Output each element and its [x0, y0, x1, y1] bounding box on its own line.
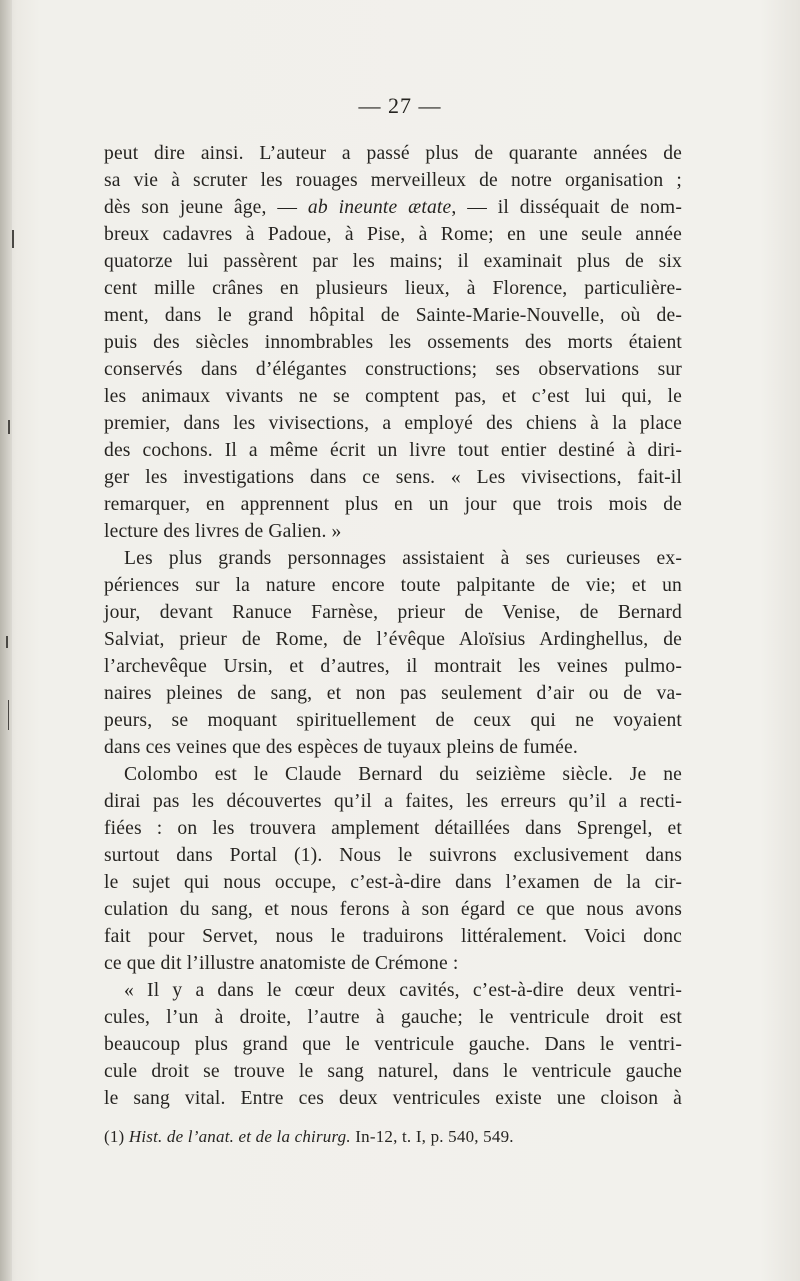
text-line: cules, l’un à droite, l’autre à gauche; le ventricule droit est: [104, 1007, 682, 1028]
text-line: lecture des livres de Galien. »: [104, 521, 342, 542]
text-line: culation du sang, et nous ferons à son égard ce que nous avons: [104, 899, 682, 920]
text-line: des cochons. Il a même écrit un livre tout entier destiné à diri-: [104, 440, 682, 461]
text-line: fiées : on les trouvera amplement détaillées dans Sprengel, et: [104, 818, 682, 839]
footnote: [104, 1127, 682, 1147]
text-line: « Il y a dans le cœur deux cavités, c’est-à-dire deux ventri-: [124, 980, 682, 1001]
text-line: ce que dit l’illustre anatomiste de Crémone :: [104, 953, 459, 974]
footnote-reference: In-12, t. I, p. 540, 549.: [350, 1127, 514, 1146]
text-line: peut dire ainsi. L’auteur a passé plus de quarante années de: [104, 143, 682, 164]
text-line: puis des siècles innombrables les ossements des morts étaient: [104, 332, 682, 353]
text-line: breux cadavres à Padoue, à Pise, à Rome; en une seule année: [104, 224, 682, 245]
margin-mark: [8, 420, 10, 434]
text-segment: dès son jeune âge, —: [104, 197, 308, 218]
text-line: l’archevêque Ursin, et d’autres, il montrait les veines pulmo-: [104, 656, 682, 677]
text-line: dans ces veines que des espèces de tuyaux pleins de fumée.: [104, 737, 578, 758]
text-line: sa vie à scruter les rouages merveilleux de notre organisation ;: [104, 170, 682, 191]
text-line: cent mille crânes en plusieurs lieux, à Florence, particulière-: [104, 278, 682, 299]
text-line: beaucoup plus grand que le ventricule gauche. Dans le ventri-: [104, 1034, 682, 1055]
text-line: peurs, se moquant spirituellement de ceux qui ne voyaient: [104, 710, 682, 731]
body-text: [104, 140, 682, 1112]
text-line: les animaux vivants ne se comptent pas, et c’est lui qui, le: [104, 386, 682, 407]
footnote-marker: (1): [104, 1127, 129, 1146]
text-line: Salviat, prieur de Rome, de l’évêque Aloïsius Ardinghellus, de: [104, 629, 682, 650]
text-line: ger les investigations dans ce sens. « Les vivisections, fait-il: [104, 467, 682, 488]
text-line: le sujet qui nous occupe, c’est-à-dire dans l’examen de la cir-: [104, 872, 682, 893]
text-line: périences sur la nature encore toute palpitante de vie; et un: [104, 575, 682, 596]
margin-mark: [6, 636, 8, 648]
text-line: cule droit se trouve le sang naturel, dans le ventricule gauche: [104, 1061, 682, 1082]
text-line: le sang vital. Entre ces deux ventricules existe une cloison à: [104, 1088, 682, 1109]
text-line: [104, 194, 682, 221]
text-line: fait pour Servet, nous le traduirons littéralement. Voici donc: [104, 926, 682, 947]
footnote-title: Hist. de l’anat. et de la chirurg.: [128, 1127, 351, 1146]
text-line: conservés dans d’élégantes constructions; ses observations sur: [104, 359, 682, 380]
margin-mark: [12, 230, 14, 248]
text-line: naires pleines de sang, et non pas seulement d’air ou de va-: [104, 683, 682, 704]
margin-mark: [8, 700, 9, 730]
text-segment: , — il disséquait de nom-: [451, 197, 682, 218]
page-number: — 27 —: [358, 93, 442, 118]
text-line: remarquer, en apprennent plus en un jour que trois mois de: [104, 494, 682, 515]
text-line: dirai pas les découvertes qu’il a faites, les erreurs qu’il a recti-: [104, 791, 682, 812]
text-line: Les plus grands personnages assistaient à ses curieuses ex-: [124, 548, 682, 569]
text-line: quatorze lui passèrent par les mains; il examinait plus de six: [104, 251, 682, 272]
text-line: ment, dans le grand hôpital de Sainte-Marie-Nouvelle, où de-: [104, 305, 682, 326]
text-line: premier, dans les vivisections, a employé des chiens à la place: [104, 413, 682, 434]
latin-phrase: ab ineunte ætate: [307, 197, 452, 218]
text-line: jour, devant Ranuce Farnèse, prieur de Venise, de Bernard: [104, 602, 682, 623]
text-line: surtout dans Portal (1). Nous le suivrons exclusivement dans: [104, 845, 682, 866]
text-line: Colombo est le Claude Bernard du seizième siècle. Je ne: [124, 764, 682, 785]
